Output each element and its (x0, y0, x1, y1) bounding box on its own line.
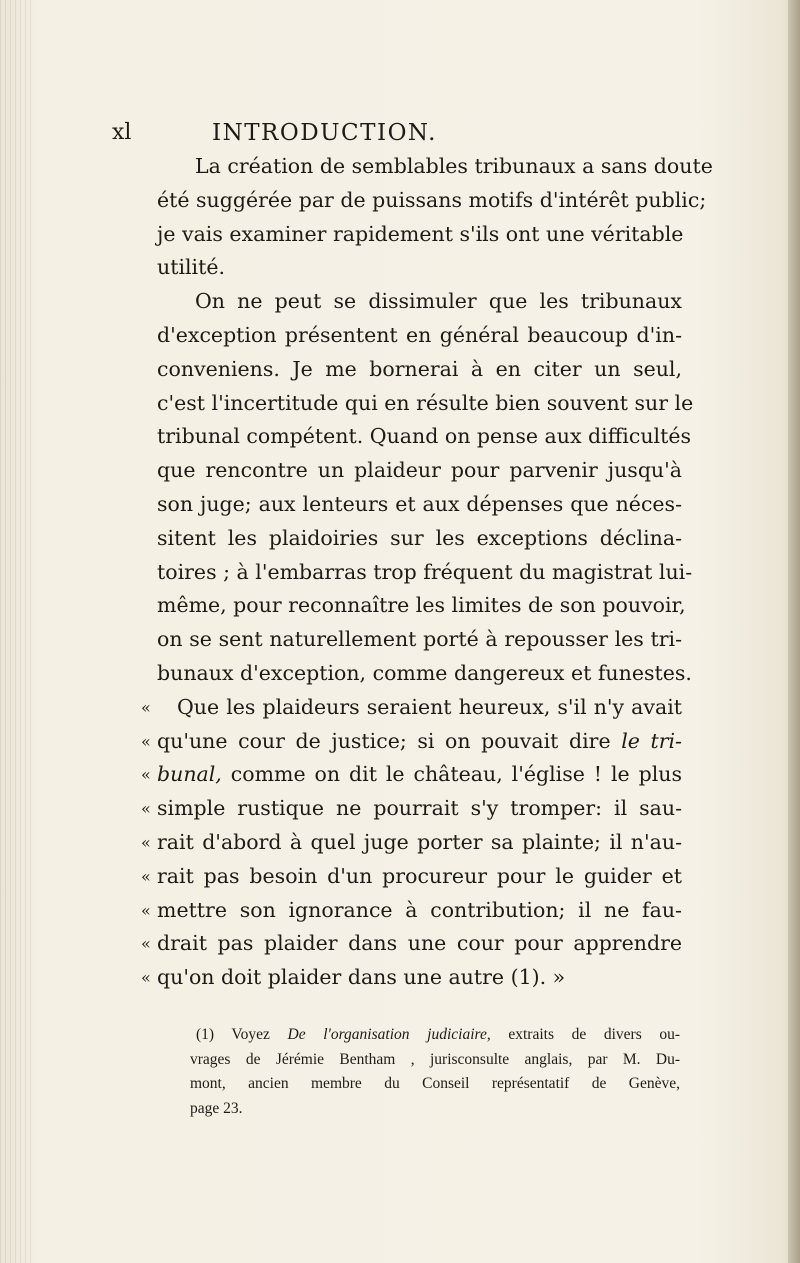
text-line: été suggérée par de puissans motifs d'intérêt public; (157, 187, 707, 212)
text-line: même, pour reconnaître les limites de son pouvoir, (157, 593, 686, 618)
quote-line (141, 758, 682, 792)
quote-mark: « (141, 968, 151, 988)
footnote-lead: (1) Voyez (196, 1026, 270, 1043)
quote-text: comme on dit le château, l'église ! le plus (230, 762, 682, 787)
text-line: tribunal compétent. Quand on pense aux difficultés (157, 424, 691, 449)
quote-mark: « (141, 832, 151, 852)
text-line: La création de semblables tribunaux a sans doute (195, 154, 713, 178)
footnote-line (190, 1023, 680, 1048)
text-line: toires ; à l'embarras trop fréquent du magistrat lui- (157, 559, 693, 584)
quote-line (141, 826, 682, 860)
text-line: c'est l'incertitude qui en résulte bien souvent sur le (157, 390, 694, 415)
binding-gutter (0, 0, 32, 1263)
quote-mark: « (141, 697, 151, 717)
quote-text: simple rustique ne pourrait s'y tromper: il sau- (157, 796, 682, 821)
page-edge-shadow (788, 0, 800, 1263)
quote-text: rait pas besoin d'un procureur pour le guider et (157, 863, 682, 888)
quote-line (141, 691, 682, 725)
quote-line (141, 860, 682, 894)
text-line: d'exception présentent en général beaucoup d'in- (157, 322, 682, 347)
text-line: On ne peut se dissimuler que les tribunaux (195, 289, 682, 314)
footnote-line: page 23. (190, 1099, 243, 1117)
quote-line (141, 894, 682, 928)
footnote-text: extraits de divers ou- (508, 1026, 681, 1043)
quote-italic: bunal, (157, 762, 222, 787)
quote-mark: « (141, 799, 151, 819)
quote-text: qu'une cour de justice; si on pouvait dire (157, 728, 611, 753)
running-head (112, 120, 712, 152)
footnote-title: De l'organisation judiciaire, (287, 1026, 491, 1043)
quote-text: qu'on doit plaider dans une autre (1). » (157, 965, 566, 990)
quote-mark: « (141, 900, 151, 920)
quote-line (141, 961, 682, 995)
text-line: son juge; aux lenteurs et aux dépenses que néces- (157, 491, 682, 516)
quote-text: mettre son ignorance à contribution; il ne fau- (157, 897, 682, 922)
quote-italic: le tri- (621, 728, 682, 753)
page-number: xl (112, 120, 132, 145)
quote-line (141, 792, 682, 826)
text-line: on se sent naturellement porté à repousser les tri- (157, 627, 682, 652)
text-line: que rencontre un plaideur pour parvenir jusqu'à (157, 458, 682, 483)
quote-text: Que les plaideurs seraient heureux, s'il n'y avait (177, 694, 682, 719)
text-line: bunaux d'exception, comme dangereux et funestes. (157, 660, 692, 685)
quote-text: drait pas plaider dans une cour pour apprendre (157, 931, 682, 956)
quote-mark: « (141, 934, 151, 954)
quote-line (141, 927, 682, 961)
footnote (190, 1023, 680, 1121)
text-line: je vais examiner rapidement s'ils ont une véritable (157, 221, 684, 246)
quote-mark: « (141, 765, 151, 785)
quote-text: rait d'abord à quel juge porter sa plainte; il n'au- (157, 829, 682, 854)
text-line: sitent les plaidoiries sur les exceptions déclina- (157, 525, 682, 550)
footnote-line: vrages de Jérémie Bentham , jurisconsulte anglais, par M. Du- (190, 1050, 680, 1068)
text-line: conveniens. Je me bornerai à en citer un seul, (157, 356, 682, 381)
quote-mark: « (141, 731, 151, 751)
quote-mark: « (141, 866, 151, 886)
text-line: utilité. (157, 255, 225, 280)
quote-line (141, 725, 682, 759)
footnote-line: mont, ancien membre du Conseil représentatif de Genève, (190, 1075, 680, 1092)
body-text (141, 150, 713, 995)
running-title: INTRODUCTION. (212, 120, 437, 146)
